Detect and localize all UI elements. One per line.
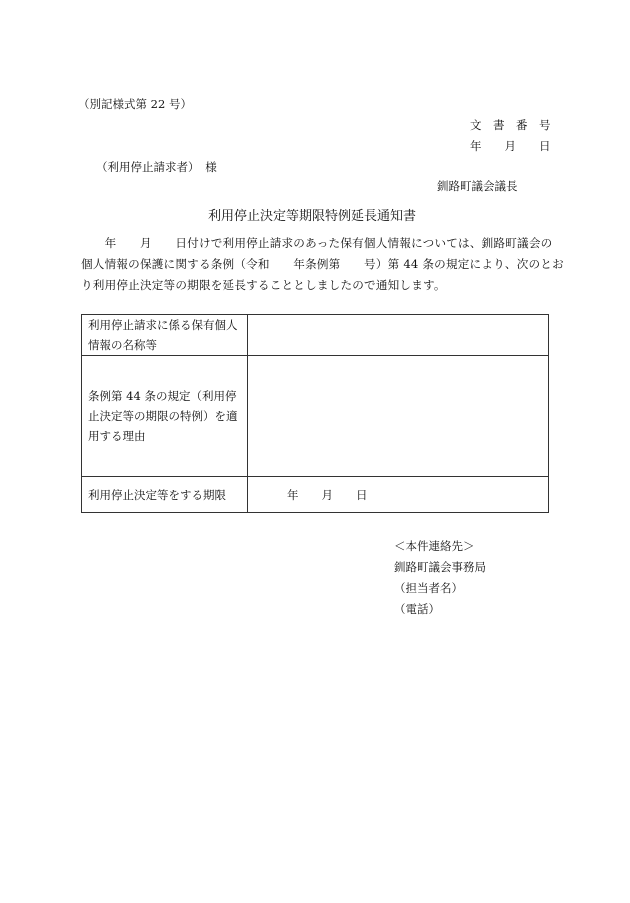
contact-office: 釧路町議会事務局	[394, 560, 486, 574]
table-value-reason	[248, 356, 549, 477]
body-line-1: 年 月 日付けで利用停止請求のあった保有個人情報については、釧路町議会の	[81, 236, 553, 250]
table-row	[82, 315, 549, 356]
contact-phone: （電話）	[394, 602, 440, 616]
recipient-line: （利用停止請求者） 様	[96, 160, 217, 174]
date-line: 年 月 日	[470, 139, 551, 153]
table-value-info-name	[248, 315, 549, 356]
contact-heading: ＜本件連絡先＞	[394, 539, 475, 553]
table-row	[82, 356, 549, 477]
body-line-3: り利用停止決定等の期限を延長することとしましたので通知します。	[81, 278, 446, 292]
sender-line: 釧路町議会議長	[437, 179, 518, 193]
table-row	[82, 477, 549, 513]
contact-person: （担当者名）	[394, 581, 463, 595]
document-number-label: 文 書 番 号	[470, 118, 551, 132]
table-label-reason: 条例第 44 条の規定（利用停止決定等の期限の特例）を適用する理由	[82, 356, 248, 477]
form-number: （別記様式第 22 号）	[78, 97, 192, 111]
body-line-2: 個人情報の保護に関する条例（令和 年条例第 号）第 44 条の規定により、次のとお	[81, 257, 564, 271]
document-title: 利用停止決定等期限特例延長通知書	[208, 209, 417, 224]
table-label-deadline: 利用停止決定等をする期限	[82, 477, 248, 513]
extension-details-table	[81, 314, 549, 513]
table-label-info-name: 利用停止請求に係る保有個人情報の名称等	[82, 315, 248, 356]
table-value-deadline: 年 月 日	[248, 477, 549, 513]
contact-block	[394, 536, 486, 620]
